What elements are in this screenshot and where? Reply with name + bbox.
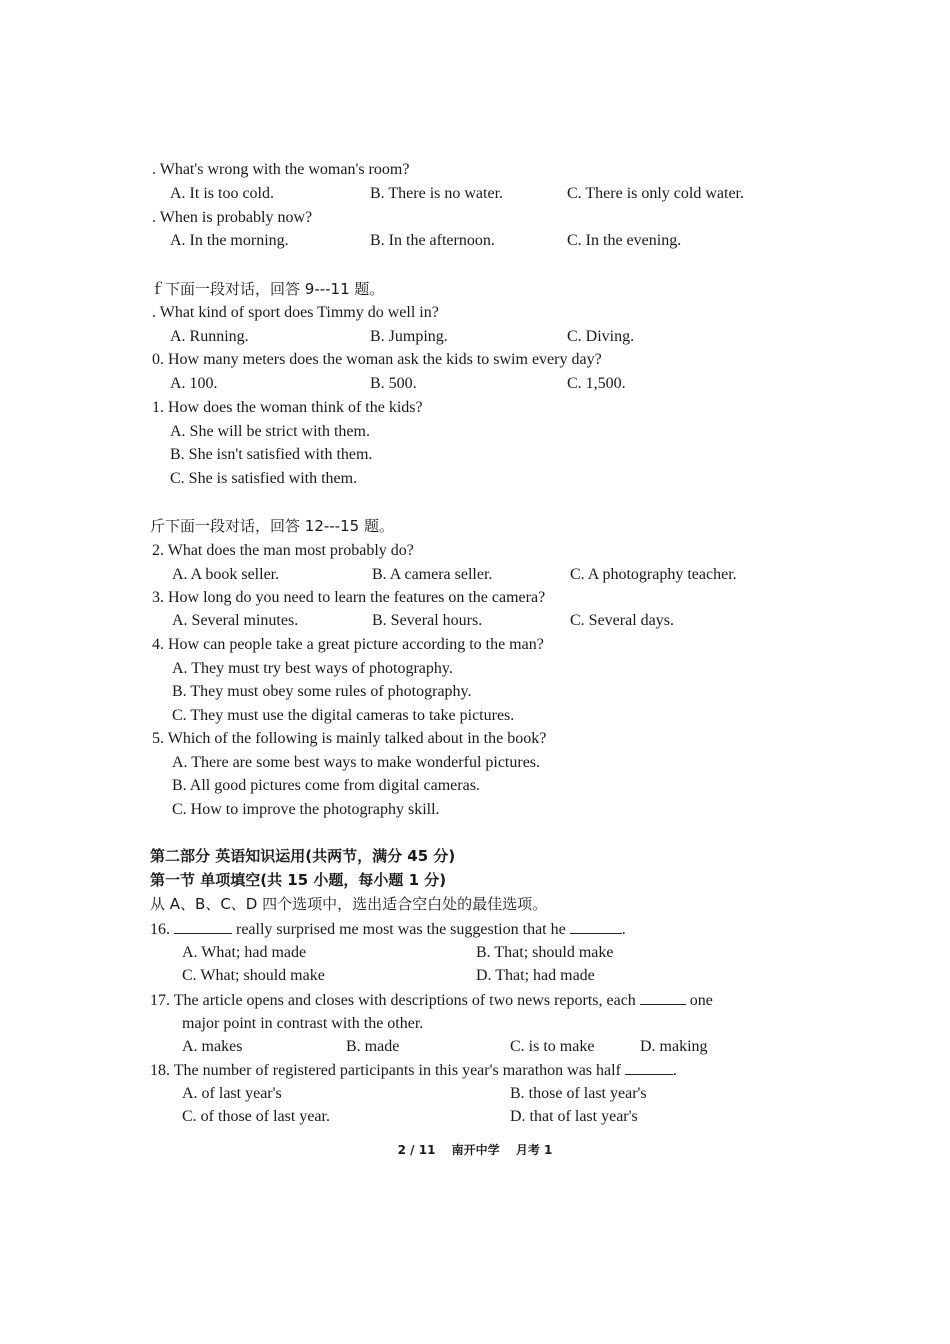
answer-blank [570, 919, 622, 934]
question-14-option-a: A. They must try best ways of photography. [172, 660, 453, 677]
question-10-option-a: A. 100. [170, 375, 218, 392]
question-11-option-a: A. She will be strict with them. [170, 423, 370, 440]
page-footer [0, 1141, 950, 1158]
question-17-line-1: 17. The article opens and closes with descriptions of two news reports, each [150, 992, 636, 1009]
question-16-number: 16. [150, 921, 170, 938]
question-7-option-c: C. There is only cold water. [567, 185, 744, 202]
part-2-title: 第二部分 英语知识运用(共两节，满分 45 分) [150, 847, 456, 865]
answer-blank [640, 990, 686, 1005]
question-18-stem [150, 1060, 677, 1081]
question-17-stem [150, 990, 713, 1011]
question-8-option-a: A. In the morning. [170, 232, 289, 249]
question-11-option-c: C. She is satisfied with them. [170, 470, 358, 487]
question-13-option-a: A. Several minutes. [172, 612, 299, 629]
section-1-title: 第一节 单项填空(共 15 小题，每小题 1 分) [150, 871, 447, 889]
question-9-option-a: A. Running. [170, 328, 249, 345]
question-16-text: really surprised me most was the suggestion that he [236, 921, 566, 938]
question-17-line-1-end: one [689, 992, 713, 1009]
question-8-option-b: B. In the afternoon. [370, 232, 495, 249]
question-17-option-b: B. made [346, 1038, 400, 1055]
answer-blank [625, 1060, 673, 1075]
section-1-instruction: 从 A、B、C、D 四个选项中，选出适合空白处的最佳选项。 [150, 895, 548, 913]
exam-name: 月考 1 [515, 1143, 553, 1157]
question-11-stem: 1. How does the woman think of the kids? [152, 399, 423, 416]
question-10-stem: 0. How many meters does the woman ask the kids to swim every day? [152, 351, 602, 368]
question-12-option-c: C. A photography teacher. [570, 566, 737, 583]
question-18-text: 18. The number of registered participants in this year's marathon was half [150, 1062, 621, 1079]
question-13-option-c: C. Several days. [570, 612, 674, 629]
question-12-option-b: B. A camera seller. [372, 566, 493, 583]
page-number: 2 / 11 [397, 1143, 436, 1157]
question-15-option-b: B. All good pictures come from digital cameras. [172, 777, 480, 794]
question-16-option-c: C. What; should make [182, 967, 325, 984]
instruction-9-11: ｆ下面一段对话，回答 9---11 题。 [150, 280, 385, 298]
question-11-option-b: B. She isn't satisfied with them. [170, 446, 373, 463]
school-name: 南开中学 [451, 1143, 500, 1157]
question-14-stem: 4. How can people take a great picture according to the man? [152, 636, 544, 653]
question-15-option-c: C. How to improve the photography skill. [172, 801, 440, 818]
question-10-option-b: B. 500. [370, 375, 417, 392]
question-13-stem: 3. How long do you need to learn the features on the camera? [152, 589, 546, 606]
question-14-option-b: B. They must obey some rules of photography. [172, 683, 472, 700]
question-10-option-c: C. 1,500. [567, 375, 626, 392]
question-7-option-a: A. It is too cold. [170, 185, 274, 202]
question-9-option-c: C. Diving. [567, 328, 635, 345]
question-12-stem: 2. What does the man most probably do? [152, 542, 414, 559]
instruction-12-15: 斤下面一段对话，回答 12---15 题。 [150, 517, 394, 535]
question-18-option-c: C. of those of last year. [182, 1108, 330, 1125]
question-7-option-b: B. There is no water. [370, 185, 504, 202]
question-16-end: . [621, 921, 626, 938]
question-9-option-b: B. Jumping. [370, 328, 448, 345]
question-16-stem [150, 919, 626, 940]
question-17-option-d: D. making [640, 1038, 708, 1055]
question-8-option-c: C. In the evening. [567, 232, 682, 249]
question-13-option-b: B. Several hours. [372, 612, 483, 629]
question-15-option-a: A. There are some best ways to make wonderful pictures. [172, 754, 541, 771]
question-15-stem: 5. Which of the following is mainly talked about in the book? [152, 730, 547, 747]
question-16-option-d: D. That; had made [476, 967, 595, 984]
question-7-stem: . What's wrong with the woman's room? [152, 161, 410, 178]
question-17-option-c: C. is to make [510, 1038, 595, 1055]
question-18-option-a: A. of last year's [182, 1085, 282, 1102]
answer-blank [174, 919, 232, 934]
question-17-line-2: major point in contrast with the other. [182, 1015, 424, 1032]
question-18-end: . [672, 1062, 677, 1079]
question-18-option-b: B. those of last year's [510, 1085, 647, 1102]
question-8-stem: . When is probably now? [152, 209, 313, 226]
question-18-option-d: D. that of last year's [510, 1108, 638, 1125]
question-16-option-b: B. That; should make [476, 944, 614, 961]
question-14-option-c: C. They must use the digital cameras to take pictures. [172, 707, 515, 724]
question-9-stem: . What kind of sport does Timmy do well in? [152, 304, 439, 321]
question-12-option-a: A. A book seller. [172, 566, 280, 583]
question-16-option-a: A. What; had made [182, 944, 307, 961]
question-17-option-a: A. makes [182, 1038, 243, 1055]
